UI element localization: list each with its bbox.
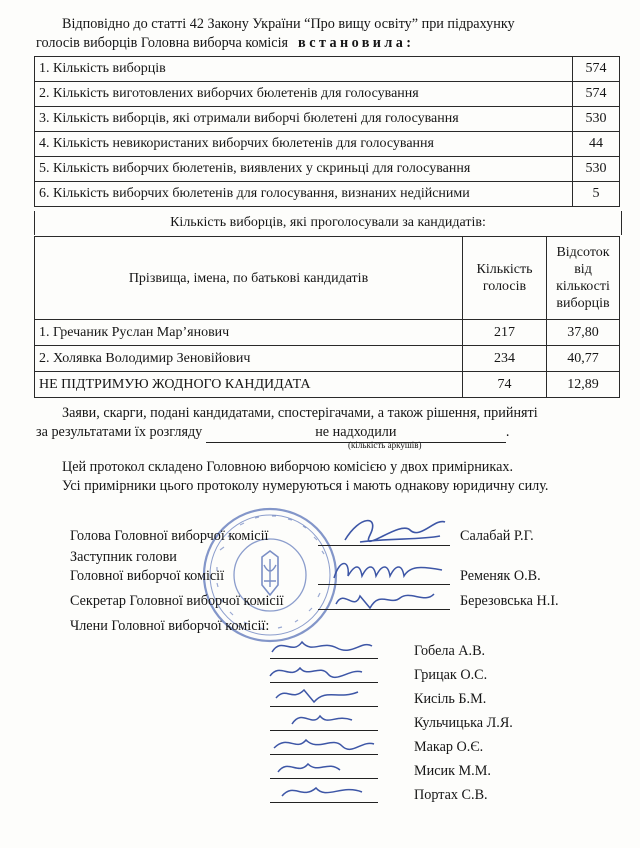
table-row [35,57,620,82]
stat-label: 1. Кількість виборців [35,57,573,82]
candidate-percent: 40,77 [547,346,620,372]
member-name: Гобела А.В. [414,643,486,659]
stat-value: 574 [573,82,620,107]
candidate-percent: 37,80 [547,320,620,346]
candidate-name: НЕ ПІДТРИМУЮ ЖОДНОГО КАНДИДАТА [35,372,463,398]
complaints-paragraph [36,404,618,443]
candidates-table [34,236,620,398]
complaints-hint: (кількість аркушів) [348,440,422,450]
header-name: Прізвища, імена, по батькові кандидатів [35,237,463,320]
header-votes: Кількість голосів [463,237,547,320]
head-label: Голова Головної виборчої комісії [70,528,269,544]
table-row [35,346,620,372]
member-name: Кисіль Б.М. [414,691,487,707]
intro-decided: встановила: [298,35,415,51]
candidates-caption: Кількість виборців, які проголосували за кандидатів: [34,211,622,235]
intro-line-1: Відповідно до статті 42 Закону України “Про вищу освіту” при підрахунку [62,16,515,32]
intro-line-2 [36,34,618,53]
secretary-label: Секретар Головної виборчої комісії [70,593,284,609]
stat-value: 44 [573,132,620,157]
intro-paragraph [36,15,618,53]
copies-paragraph: Цей протокол складено Головною виборчою комісією у двох примірниках. [62,459,514,475]
secretary-name: Березовська Н.І. [460,593,559,609]
stat-value: 5 [573,182,620,207]
table-row [35,107,620,132]
member-signatures-icon [262,632,382,812]
member-name: Макар О.Є. [414,739,484,755]
stat-label: 6. Кількість виборчих бюлетенів для голосування, визнаних недійсними [35,182,573,207]
secretary-signature-icon [330,584,440,614]
stat-label: 4. Кількість невикористаних виборчих бюлетенів для голосування [35,132,573,157]
deputy-label-2: Головної виборчої комісії [70,568,225,584]
stats-table [34,56,620,207]
complaints-line-2: за результатами їх розгляду не надходили . [36,423,618,443]
deputy-name: Ременяк О.В. [460,568,541,584]
head-name: Салабай Р.Г. [460,528,534,544]
stat-value: 530 [573,157,620,182]
complaints-line-2-text: за результатами їх розгляду [36,424,203,440]
table-row [35,320,620,346]
candidate-percent: 12,89 [547,372,620,398]
stat-value: 574 [573,57,620,82]
intro-line-2-text: голосів виборців Головна виборча комісія [36,35,289,51]
member-name: Портах С.В. [414,787,488,803]
table-row [35,82,620,107]
stat-value: 530 [573,107,620,132]
member-name: Мисик М.М. [414,763,491,779]
member-name: Грицак О.С. [414,667,488,683]
deputy-label-1: Заступник голови [70,549,177,565]
stat-label: 5. Кількість виборчих бюлетенів, виявлених у скриньці для голосування [35,157,573,182]
complaints-filled-text: не надходили [315,424,397,440]
table-row [35,132,620,157]
candidate-votes: 74 [463,372,547,398]
candidates-header-row [35,237,620,320]
table-row [35,157,620,182]
stat-label: 3. Кількість виборців, які отримали виборчі бюлетені для голосування [35,107,573,132]
candidate-votes: 217 [463,320,547,346]
candidate-name: 1. Гречаник Руслан Мар’янович [35,320,463,346]
table-row [35,372,620,398]
legal-paragraph: Усі примірники цього протоколу нумеруються і мають однакову юридичну силу. [62,478,549,494]
header-percent: Відсоток від кількості виборців [547,237,620,320]
complaints-line-1: Заяви, скарги, подані кандидатами, спостерігачами, а також рішення, прийняті [62,405,538,421]
stat-label: 2. Кількість виготовлених виборчих бюлетенів для голосування [35,82,573,107]
candidate-votes: 234 [463,346,547,372]
member-name: Кульчицька Л.Я. [414,715,513,731]
table-row [35,182,620,207]
members-label: Члени Головної виборчої комісії: [70,618,270,634]
head-signature-icon [340,510,450,550]
candidate-name: 2. Холявка Володимир Зеновійович [35,346,463,372]
